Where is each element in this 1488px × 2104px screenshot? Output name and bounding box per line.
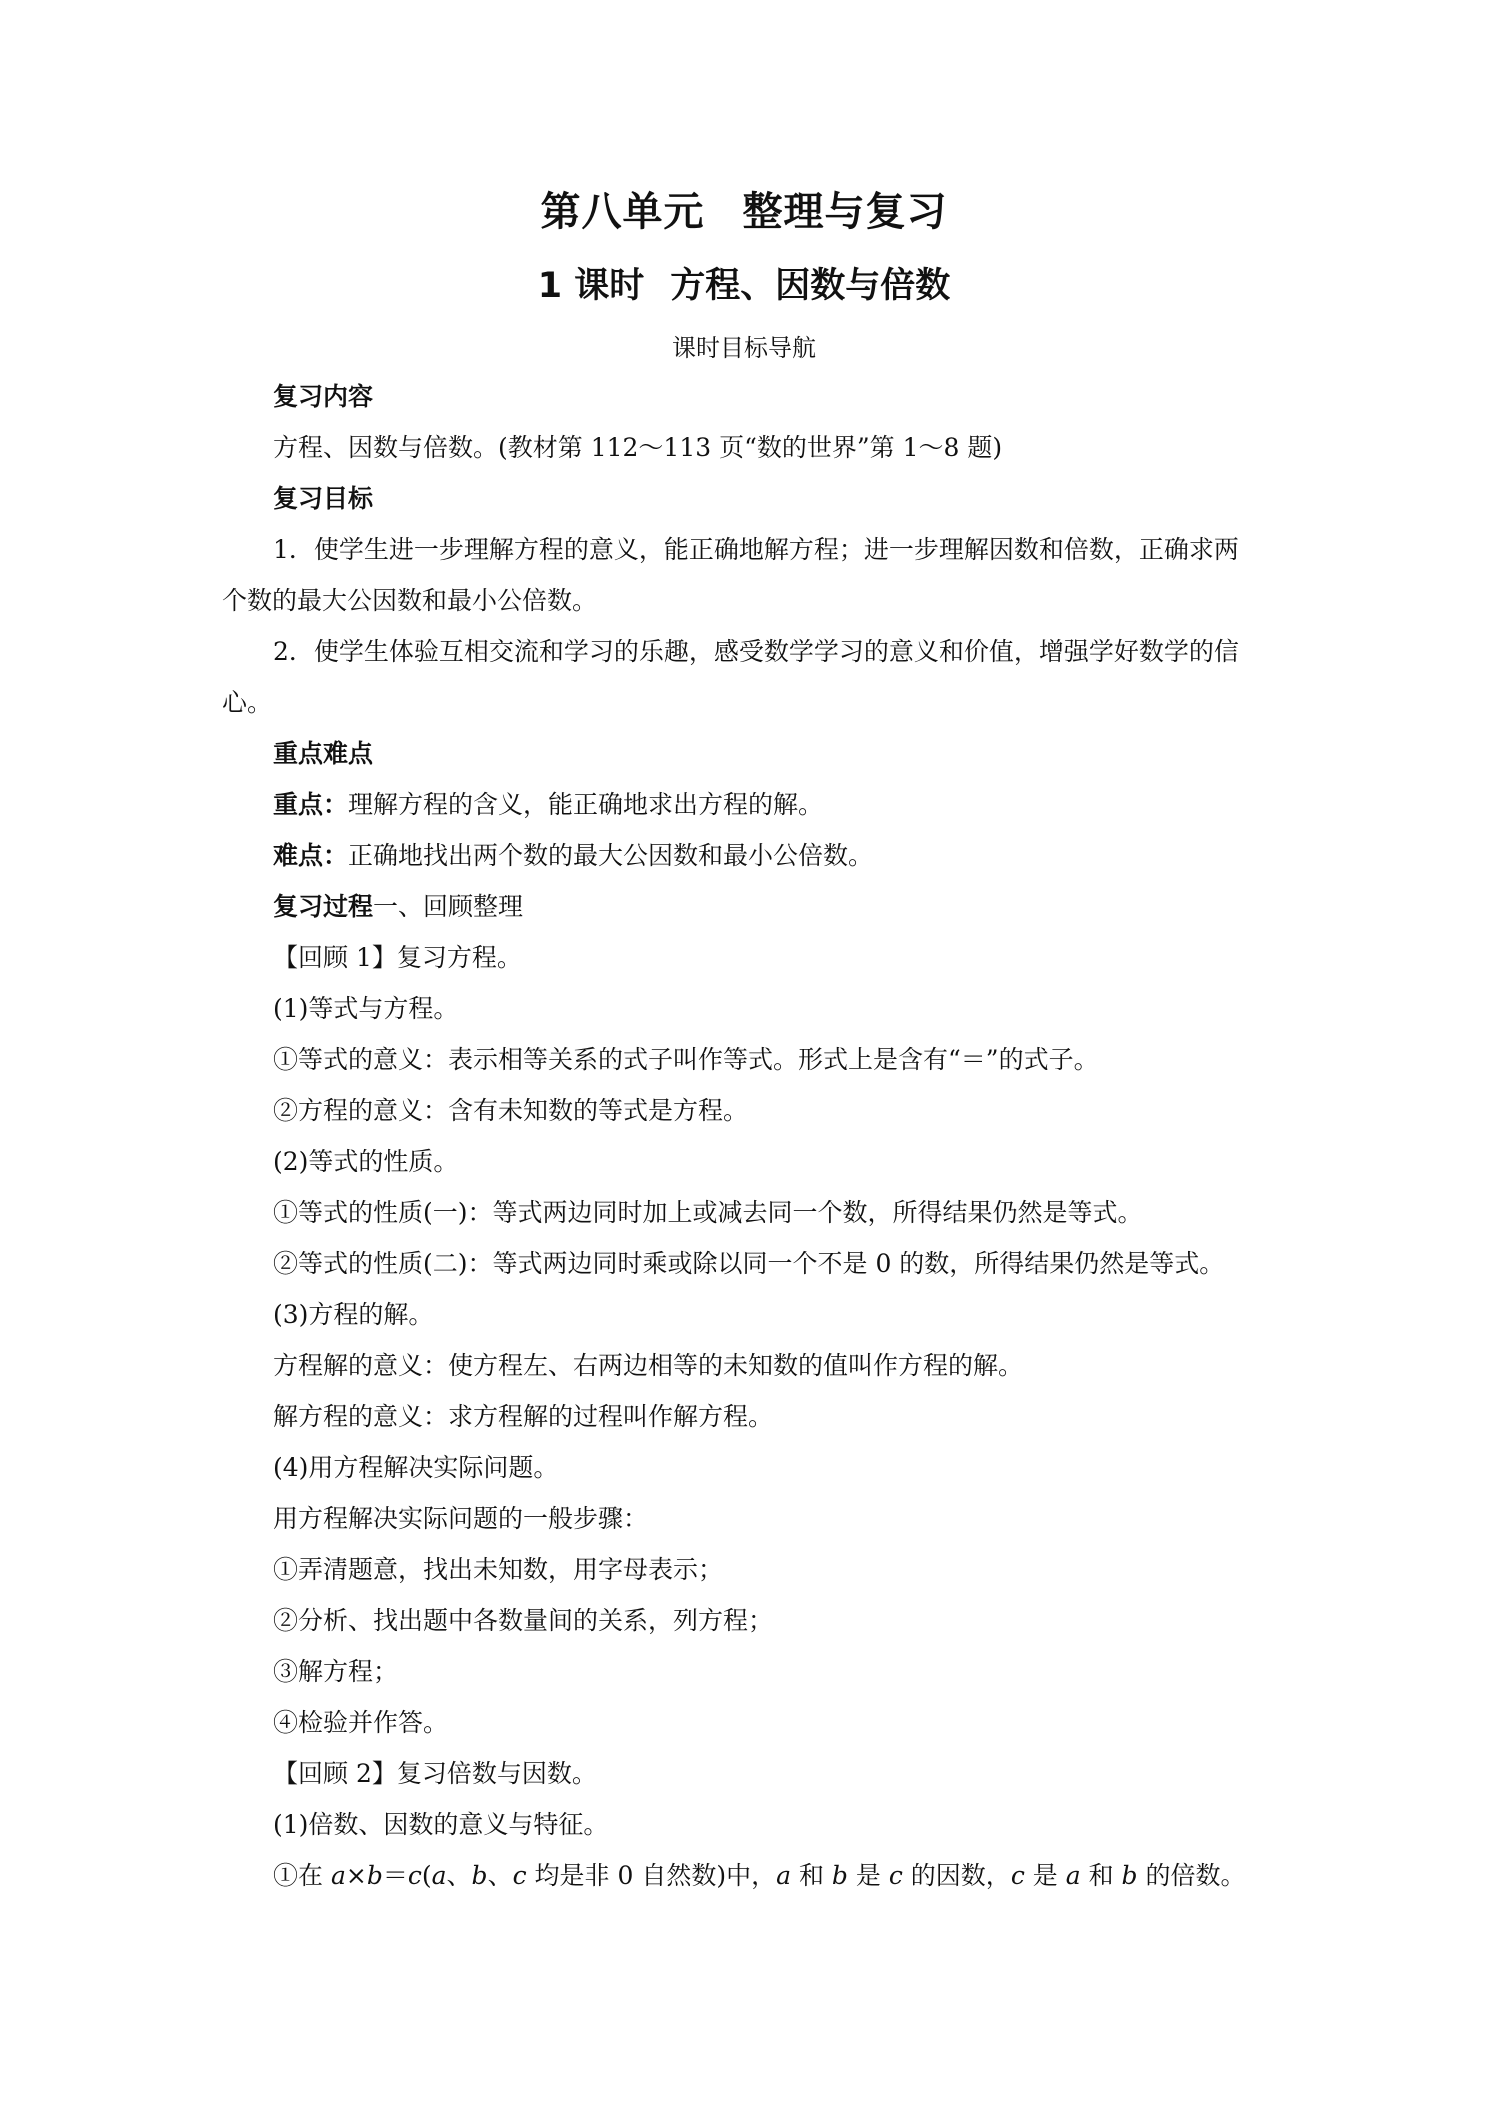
section-4-intro: 用方程解决实际问题的一般步骤：	[273, 1504, 649, 1533]
key-point-label: 重点：	[273, 790, 349, 819]
difficulty-point	[273, 839, 873, 873]
step-4: ④检验并作答。	[273, 1708, 449, 1737]
key-point-text: 理解方程的含义，能正确地求出方程的解。	[348, 790, 824, 819]
lesson-title	[0, 258, 1488, 308]
step-1: ①弄清题意，找出未知数，用字母表示；	[273, 1555, 724, 1584]
unit-title	[0, 180, 1488, 237]
heading-review-goals: 复习目标	[273, 484, 374, 513]
var-c: c	[407, 1861, 422, 1890]
goal-1-line-2: 个数的最大公因数和最小公倍数。	[222, 586, 598, 615]
frag: 、	[487, 1861, 513, 1890]
unit-title-number: 第八单元	[540, 189, 705, 235]
section-3-item-b: 解方程的意义：求方程解的过程叫作解方程。	[273, 1402, 774, 1431]
frag: 和	[791, 1861, 832, 1890]
frag: (	[421, 1861, 432, 1890]
review-process	[273, 890, 523, 924]
var-a: a	[1065, 1861, 1081, 1890]
frag: ①在	[273, 1861, 331, 1890]
review-process-label: 复习过程	[273, 892, 374, 921]
goal-1-line-1: 1．使学生进一步理解方程的意义，能正确地解方程；进一步理解因数和倍数，正确求两	[273, 535, 1239, 564]
section-2-item-b: ②等式的性质(二)：等式两边同时乘或除以同一个不是 0 的数，所得结果仍然是等式。	[273, 1249, 1225, 1278]
lesson-name: 方程、因数与倍数	[670, 266, 951, 306]
review-2-heading: 【回顾 2】复习倍数与因数。	[273, 1759, 597, 1788]
review-1-heading: 【回顾 1】复习方程。	[273, 943, 522, 972]
frag: 是	[1024, 1861, 1066, 1890]
section-4-heading: (4)用方程解决实际问题。	[273, 1453, 559, 1482]
var-a: a	[330, 1861, 346, 1890]
section-3-heading: (3)方程的解。	[273, 1300, 434, 1329]
frag: 的倍数。	[1137, 1861, 1246, 1890]
var-b: b	[471, 1861, 488, 1890]
var-b: b	[831, 1861, 848, 1890]
var-a: a	[776, 1861, 792, 1890]
section-1-heading: (1)等式与方程。	[273, 994, 459, 1023]
var-c: c	[888, 1861, 903, 1890]
heading-key-points: 重点难点	[273, 739, 374, 768]
difficulty-text: 正确地找出两个数的最大公因数和最小公倍数。	[348, 841, 874, 870]
frag: ×	[345, 1861, 367, 1890]
section-3-item-a: 方程解的意义：使方程左、右两边相等的未知数的值叫作方程的解。	[273, 1351, 1024, 1380]
review-2-section-1-heading: (1)倍数、因数的意义与特征。	[273, 1810, 609, 1839]
section-1-item-a: ①等式的意义：表示相等关系的式子叫作等式。形式上是含有“＝”的式子。	[273, 1045, 1099, 1074]
key-point	[273, 788, 823, 822]
step-3: ③解方程；	[273, 1657, 399, 1686]
goal-2-line-1: 2．使学生体验互相交流和学习的乐趣，感受数学学习的意义和价值，增强学好数学的信	[273, 637, 1239, 666]
lesson-number: 1 课时	[537, 266, 645, 306]
step-2: ②分析、找出题中各数量间的关系，列方程；	[273, 1606, 774, 1635]
section-2-heading: (2)等式的性质。	[273, 1147, 459, 1176]
section-1-item-b: ②方程的意义：含有未知数的等式是方程。	[273, 1096, 749, 1125]
var-b: b	[366, 1861, 383, 1890]
heading-review-content: 复习内容	[273, 382, 374, 411]
frag: 和	[1080, 1861, 1122, 1890]
difficulty-label: 难点：	[273, 841, 349, 870]
section-2-item-a: ①等式的性质(一)：等式两边同时加上或减去同一个数，所得结果仍然是等式。	[273, 1198, 1143, 1227]
var-a: a	[431, 1861, 447, 1890]
frag: 、	[446, 1861, 472, 1890]
unit-title-name: 整理与复习	[742, 189, 948, 235]
goal-2-line-2: 心。	[222, 688, 273, 717]
review-process-text: 一、回顾整理	[373, 892, 524, 921]
var-c: c	[1010, 1861, 1025, 1890]
var-c: c	[512, 1861, 527, 1890]
review-2-section-1-item-a	[273, 1859, 1246, 1893]
frag: 是	[847, 1861, 889, 1890]
review-content-text: 方程、因数与倍数。(教材第 112～113 页“数的世界”第 1～8 题)	[273, 433, 1003, 462]
frag: ＝	[382, 1861, 408, 1890]
var-b: b	[1121, 1861, 1138, 1890]
lesson-nav-heading: 课时目标导航	[672, 334, 816, 362]
frag: 的因数，	[902, 1861, 1011, 1890]
frag: 均是非 0 自然数)中，	[526, 1861, 777, 1890]
